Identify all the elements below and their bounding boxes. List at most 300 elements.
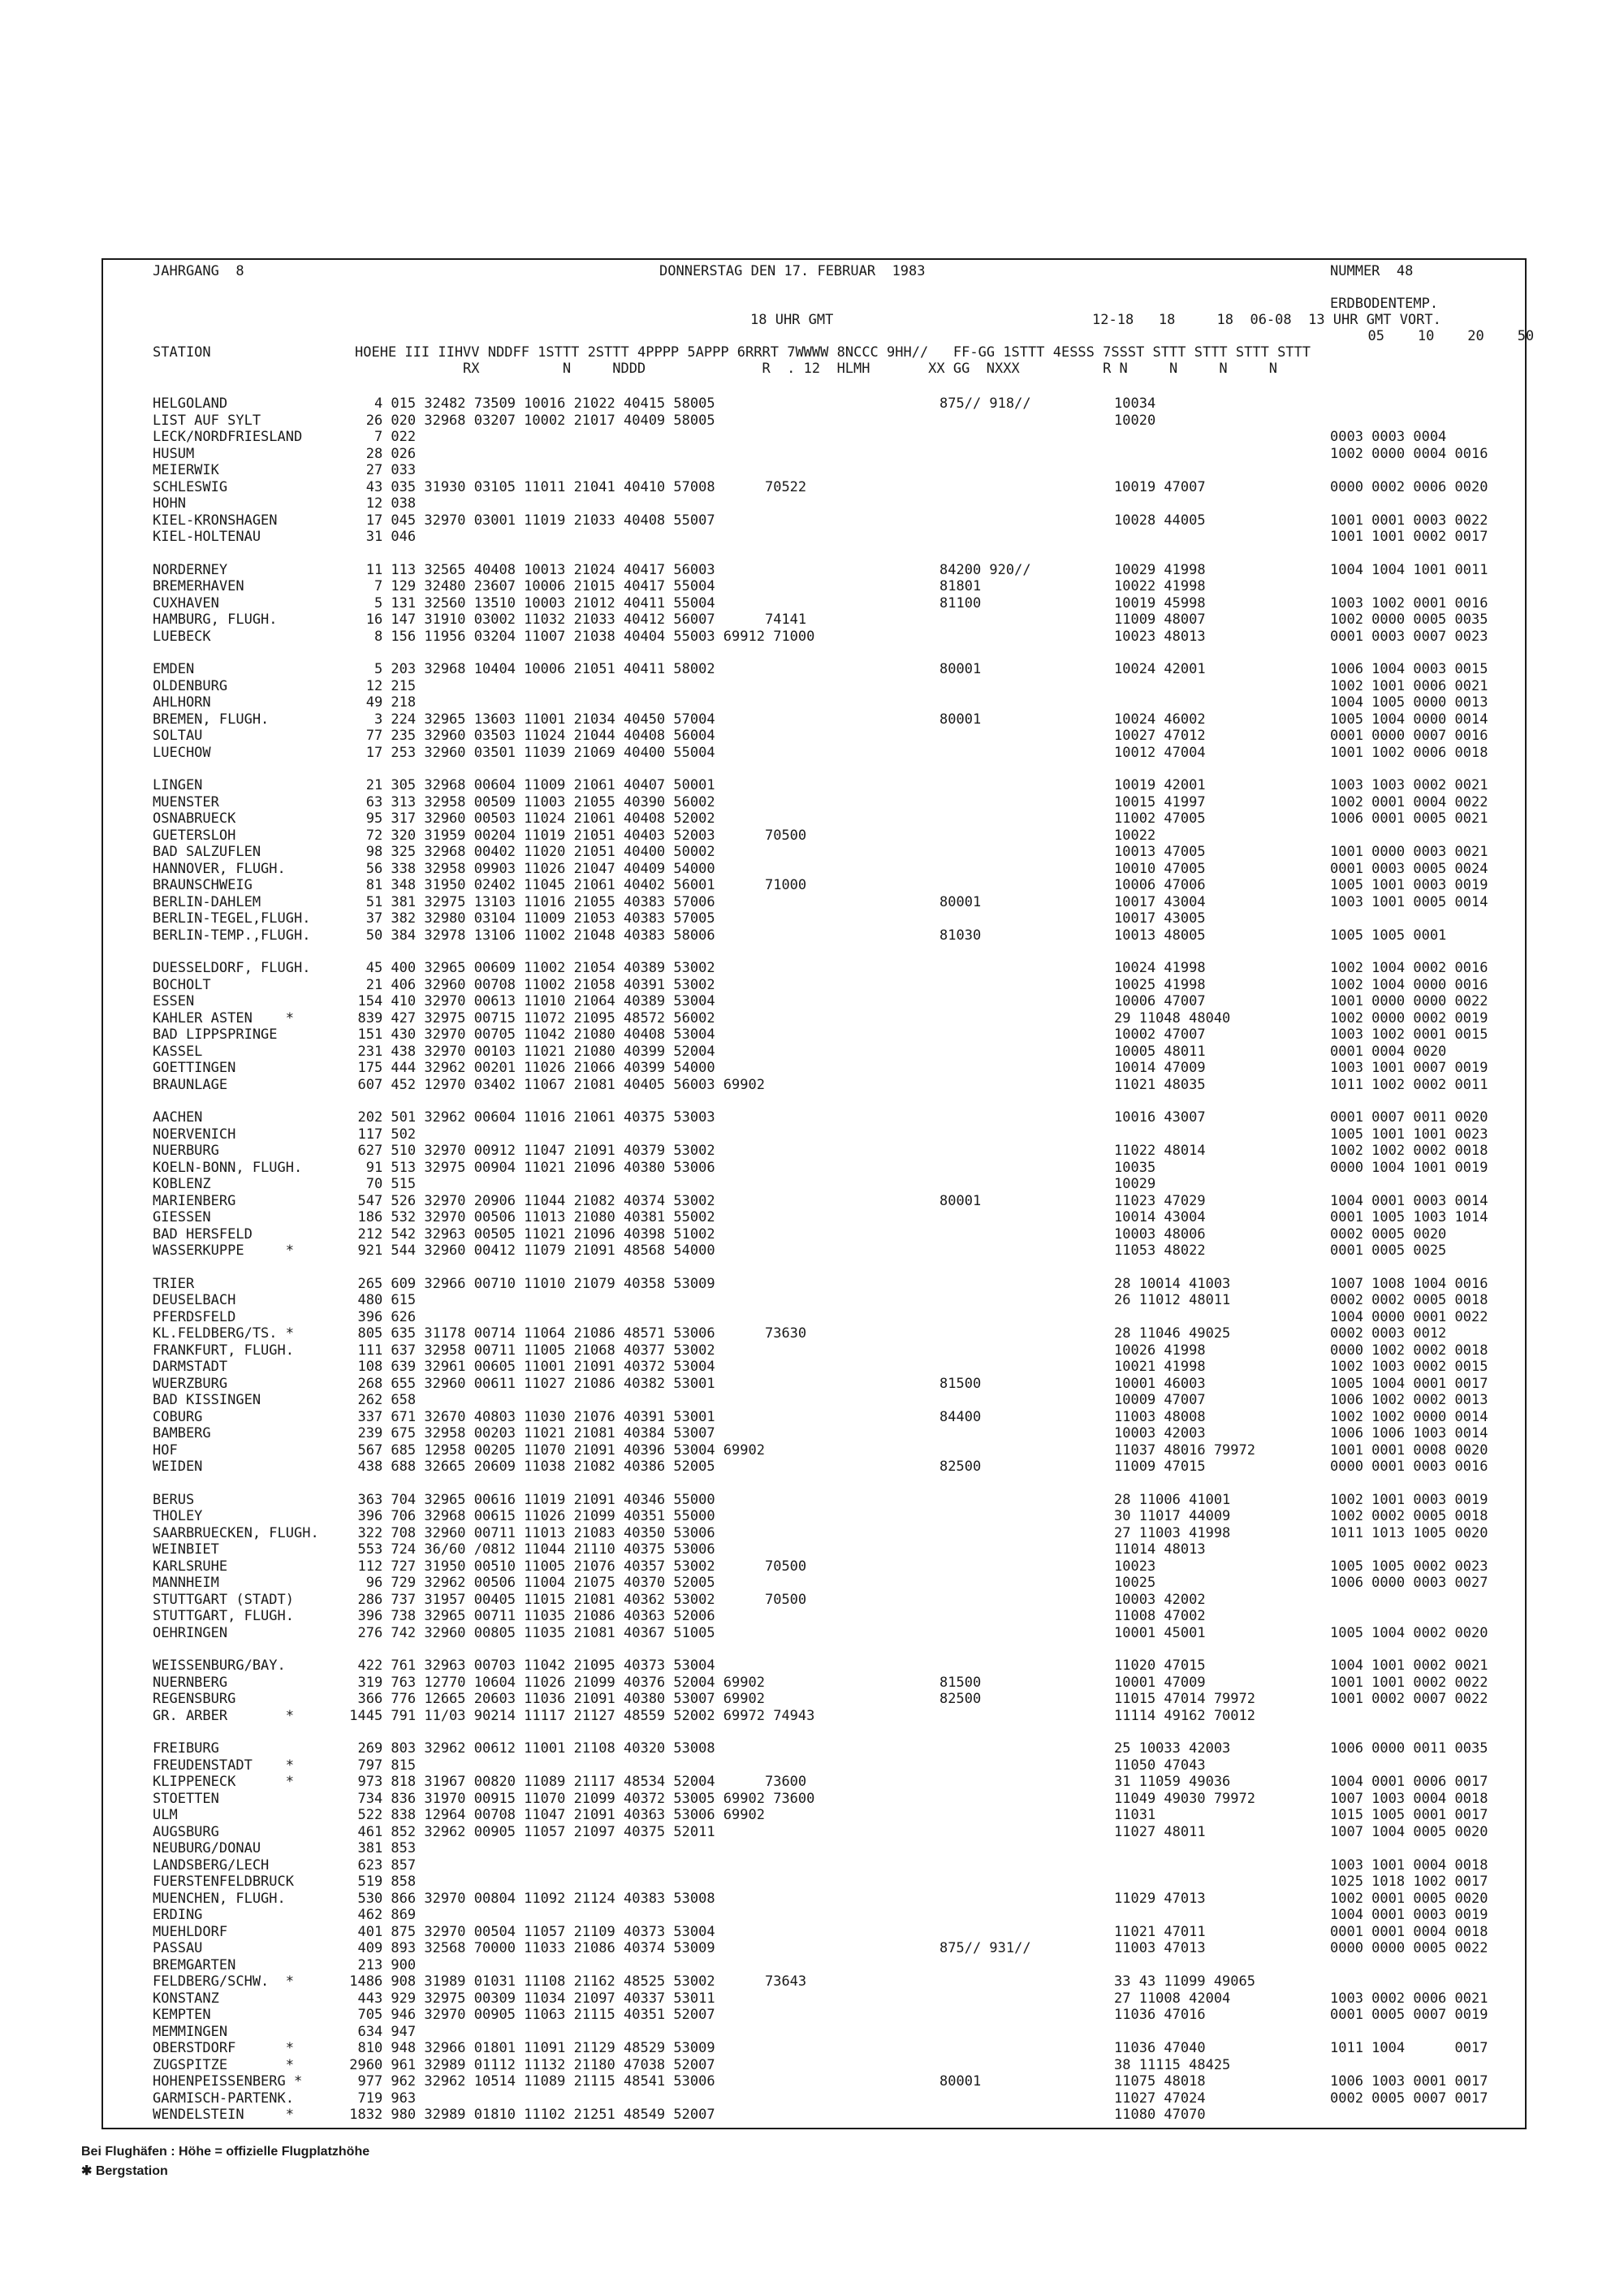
row-68-obs-groups: 322 708 32960 00711 11013 21083 40350 53006 — [341, 1525, 715, 1541]
row-73-station: STUTTGART, FLUGH. — [153, 1608, 294, 1624]
row-59-extra-groups: 81500 — [939, 1376, 982, 1392]
row-67-station: THOLEY — [153, 1508, 203, 1524]
row-26-station: GUETERSLOH — [153, 828, 236, 844]
row-2-soil-temp: 0003 0003 0004 — [1330, 429, 1447, 445]
row-99-soil-temp: 1011 1004 0017 — [1330, 2040, 1488, 2056]
row-74-obs-groups: 276 742 32960 00805 11035 21081 40367 51005 — [341, 1625, 715, 1641]
row-60-soil-temp: 1006 1002 0002 0013 — [1330, 1392, 1488, 1408]
row-54-min-max-groups: 26 11012 48011 — [1114, 1292, 1231, 1308]
row-7-min-max-groups: 10028 44005 — [1114, 512, 1206, 529]
row-98-obs-groups: 634 947 — [341, 2024, 417, 2040]
row-40-min-max-groups: 10014 47009 — [1114, 1060, 1206, 1076]
row-101-station: HOHENPEISSENBERG * — [153, 2073, 303, 2090]
row-26-obs-groups: 72 320 31959 00204 11019 21051 40403 52003 70500 — [341, 828, 807, 844]
row-86-soil-temp: 1007 1004 0005 0020 — [1330, 1824, 1488, 1840]
row-31-obs-groups: 37 382 32980 03104 11009 21053 40383 57005 — [341, 910, 715, 927]
row-21-soil-temp: 1001 1002 0006 0018 — [1330, 745, 1488, 761]
row-38-min-max-groups: 10002 47007 — [1114, 1026, 1206, 1043]
row-34-obs-groups: 45 400 32965 00609 11002 21054 40389 53002 — [341, 960, 715, 976]
row-0-obs-groups: 4 015 32482 73509 10016 21022 40415 58005 — [341, 395, 715, 412]
row-23-obs-groups: 21 305 32968 00604 11009 21061 40407 50001 — [341, 777, 715, 793]
row-44-obs-groups: 117 502 — [341, 1126, 417, 1143]
row-41-station: BRAUNLAGE — [153, 1077, 228, 1093]
row-37-min-max-groups: 29 11048 48040 — [1114, 1010, 1231, 1026]
row-41-soil-temp: 1011 1002 0002 0011 — [1330, 1077, 1488, 1093]
row-59-obs-groups: 268 655 32960 00611 11027 21086 40382 53001 — [341, 1376, 715, 1392]
row-37-obs-groups: 839 427 32975 00715 11072 21095 48572 56002 — [341, 1010, 715, 1026]
row-63-obs-groups: 567 685 12958 00205 11070 21091 40396 53004 69902 — [341, 1442, 765, 1459]
row-102-soil-temp: 0002 0005 0007 0017 — [1330, 2090, 1488, 2107]
row-36-min-max-groups: 10006 47007 — [1114, 993, 1206, 1009]
row-51-obs-groups: 921 544 32960 00412 11079 21091 48568 54000 — [341, 1243, 715, 1259]
row-102-obs-groups: 719 963 — [341, 2090, 417, 2107]
row-34-station: DUESSELDORF, FLUGH. — [153, 960, 311, 976]
row-92-station: MUEHLDORF — [153, 1924, 228, 1940]
soil-temp-heading: ERDBODENTEMP. — [1330, 296, 1439, 312]
row-78-extra-groups: 82500 — [939, 1691, 982, 1707]
row-43-obs-groups: 202 501 32962 00604 11016 21061 40375 53003 — [341, 1109, 715, 1126]
row-20-obs-groups: 77 235 32960 03503 11024 21044 40408 56004 — [341, 728, 715, 744]
row-19-soil-temp: 1005 1004 0000 0014 — [1330, 711, 1488, 728]
row-87-station: NEUBURG/DONAU — [153, 1840, 261, 1856]
row-83-soil-temp: 1004 0001 0006 0017 — [1330, 1774, 1488, 1790]
station-heading: STATION — [153, 344, 211, 361]
row-32-extra-groups: 81030 — [939, 927, 982, 944]
row-25-station: OSNABRUECK — [153, 810, 236, 827]
row-27-soil-temp: 1001 0000 0003 0021 — [1330, 844, 1488, 860]
row-41-obs-groups: 607 452 12970 03402 11067 21081 40405 56003 69902 — [341, 1077, 765, 1093]
row-46-obs-groups: 91 513 32975 00904 11021 21096 40380 53006 — [341, 1160, 715, 1176]
row-25-min-max-groups: 11002 47005 — [1114, 810, 1206, 827]
row-46-station: KOELN-BONN, FLUGH. — [153, 1160, 303, 1176]
row-68-soil-temp: 1011 1013 1005 0020 — [1330, 1525, 1488, 1541]
row-6-station: HOHN — [153, 495, 186, 512]
row-44-station: NOERVENICH — [153, 1126, 236, 1143]
row-43-station: AACHEN — [153, 1109, 203, 1126]
row-92-soil-temp: 0001 0001 0004 0018 — [1330, 1924, 1488, 1940]
row-86-obs-groups: 461 852 32962 00905 11057 21097 40375 52011 — [341, 1824, 715, 1840]
row-17-obs-groups: 12 215 — [341, 678, 417, 694]
soil-depth-heading: 05 10 20 50 — [1351, 328, 1535, 344]
row-82-station: FREUDENSTADT * — [153, 1757, 294, 1774]
row-4-obs-groups: 27 033 — [341, 462, 417, 478]
row-12-obs-groups: 5 131 32560 13510 10003 21012 40411 55004 — [341, 595, 715, 612]
row-50-station: BAD HERSFELD — [153, 1226, 253, 1243]
row-53-station: TRIER — [153, 1276, 195, 1292]
row-91-station: ERDING — [153, 1907, 203, 1923]
row-30-obs-groups: 51 381 32975 13103 11016 21055 40383 57006 — [341, 894, 715, 910]
row-38-station: BAD LIPPSPRINGE — [153, 1026, 278, 1043]
row-16-extra-groups: 80001 — [939, 661, 982, 677]
row-71-station: MANNHEIM — [153, 1575, 219, 1591]
row-24-soil-temp: 1002 0001 0004 0022 — [1330, 794, 1488, 810]
row-20-soil-temp: 0001 0000 0007 0016 — [1330, 728, 1488, 744]
row-77-obs-groups: 319 763 12770 10604 11026 21099 40376 52004 69902 — [341, 1675, 765, 1691]
row-76-min-max-groups: 11020 47015 — [1114, 1658, 1206, 1674]
column-heading-row-1: 12-18 18 18 06-08 13 UHR GMT VORT. — [1092, 312, 1441, 328]
footnote-mountain-station: ✱ Bergstation — [81, 2164, 168, 2178]
row-35-station: BOCHOLT — [153, 977, 211, 993]
row-34-soil-temp: 1002 1004 0002 0016 — [1330, 960, 1488, 976]
row-68-station: SAARBRUECKEN, FLUGH. — [153, 1525, 319, 1541]
row-62-station: BAMBERG — [153, 1425, 211, 1441]
row-97-obs-groups: 705 946 32970 00905 11063 21115 40351 52007 — [341, 2007, 715, 2023]
row-44-soil-temp: 1005 1001 1001 0023 — [1330, 1126, 1488, 1143]
row-19-extra-groups: 80001 — [939, 711, 982, 728]
row-56-obs-groups: 805 635 31178 00714 11064 21086 48571 53006 73630 — [341, 1325, 807, 1342]
row-101-soil-temp: 1006 1003 0001 0017 — [1330, 2073, 1488, 2090]
row-61-station: COBURG — [153, 1409, 203, 1425]
row-70-min-max-groups: 10023 — [1114, 1558, 1156, 1575]
row-62-soil-temp: 1006 1006 1003 0014 — [1330, 1425, 1488, 1441]
row-77-min-max-groups: 10001 47009 — [1114, 1675, 1206, 1691]
row-88-soil-temp: 1003 1001 0004 0018 — [1330, 1857, 1488, 1874]
row-97-station: KEMPTEN — [153, 2007, 211, 2023]
row-50-soil-temp: 0002 0005 0020 — [1330, 1226, 1447, 1243]
row-55-obs-groups: 396 626 — [341, 1309, 417, 1325]
row-38-soil-temp: 1003 1002 0001 0015 — [1330, 1026, 1488, 1043]
row-2-obs-groups: 7 022 — [341, 429, 417, 445]
row-45-min-max-groups: 11022 48014 — [1114, 1143, 1206, 1159]
row-40-soil-temp: 1003 1001 0007 0019 — [1330, 1060, 1488, 1076]
row-32-soil-temp: 1005 1005 0001 — [1330, 927, 1447, 944]
row-34-min-max-groups: 10024 41998 — [1114, 960, 1206, 976]
row-25-soil-temp: 1006 0001 0005 0021 — [1330, 810, 1488, 827]
row-74-soil-temp: 1005 1004 0002 0020 — [1330, 1625, 1488, 1641]
row-66-min-max-groups: 28 11006 41001 — [1114, 1492, 1231, 1508]
row-85-soil-temp: 1015 1005 0001 0017 — [1330, 1807, 1488, 1823]
row-45-station: NUERBURG — [153, 1143, 219, 1159]
row-93-obs-groups: 409 893 32568 70000 11033 21086 40374 53009 — [341, 1940, 715, 1956]
row-23-station: LINGEN — [153, 777, 203, 793]
row-14-min-max-groups: 10023 48013 — [1114, 629, 1206, 645]
row-49-min-max-groups: 10014 43004 — [1114, 1209, 1206, 1225]
row-84-obs-groups: 734 836 31970 00915 11070 21099 40372 53005 69902 73600 — [341, 1791, 815, 1807]
row-16-min-max-groups: 10024 42001 — [1114, 661, 1206, 677]
row-50-min-max-groups: 10003 48006 — [1114, 1226, 1206, 1243]
row-57-soil-temp: 0000 1002 0002 0018 — [1330, 1342, 1488, 1359]
table-frame — [102, 258, 1527, 2129]
row-77-soil-temp: 1001 1001 0002 0022 — [1330, 1675, 1488, 1691]
row-27-obs-groups: 98 325 32968 00402 11020 21051 40400 50002 — [341, 844, 715, 860]
row-81-soil-temp: 1006 0000 0011 0035 — [1330, 1740, 1488, 1757]
footnote-airport-height: Bei Flughäfen : Höhe = offizielle Flugplatzhöhe — [81, 2145, 370, 2159]
row-38-obs-groups: 151 430 32970 00705 11042 21080 40408 53004 — [341, 1026, 715, 1043]
row-93-extra-groups: 875// 931// — [939, 1940, 1031, 1956]
row-39-station: KASSEL — [153, 1044, 203, 1060]
row-24-station: MUENSTER — [153, 794, 219, 810]
row-96-min-max-groups: 27 11008 42004 — [1114, 1990, 1231, 2007]
row-6-obs-groups: 12 038 — [341, 495, 417, 512]
row-18-station: AHLHORN — [153, 694, 211, 711]
row-8-soil-temp: 1001 1001 0002 0017 — [1330, 529, 1488, 545]
row-12-station: CUXHAVEN — [153, 595, 219, 612]
row-103-min-max-groups: 11080 47070 — [1114, 2107, 1206, 2123]
row-10-min-max-groups: 10029 41998 — [1114, 562, 1206, 578]
row-79-min-max-groups: 11114 49162 70012 — [1114, 1708, 1255, 1724]
row-62-obs-groups: 239 675 32958 00203 11021 21081 40384 53007 — [341, 1425, 715, 1441]
row-48-extra-groups: 80001 — [939, 1193, 982, 1209]
row-47-min-max-groups: 10029 — [1114, 1176, 1156, 1192]
row-36-obs-groups: 154 410 32970 00613 11010 21064 40389 53004 — [341, 993, 715, 1009]
row-68-min-max-groups: 27 11003 41998 — [1114, 1525, 1231, 1541]
row-79-obs-groups: 1445 791 11/03 90214 11117 21127 48559 52002 69972 74943 — [341, 1708, 815, 1724]
row-99-station: OBERSTDORF * — [153, 2040, 294, 2056]
row-53-min-max-groups: 28 10014 41003 — [1114, 1276, 1231, 1292]
row-83-obs-groups: 973 818 31967 00820 11089 21117 48534 52004 73600 — [341, 1774, 807, 1790]
row-23-min-max-groups: 10019 42001 — [1114, 777, 1206, 793]
row-62-min-max-groups: 10003 42003 — [1114, 1425, 1206, 1441]
row-72-obs-groups: 286 737 31957 00405 11015 21081 40362 53002 70500 — [341, 1592, 807, 1608]
row-94-station: BREMGARTEN — [153, 1957, 236, 1973]
row-8-obs-groups: 31 046 — [341, 529, 417, 545]
row-83-min-max-groups: 31 11059 49036 — [1114, 1774, 1231, 1790]
row-16-soil-temp: 1006 1004 0003 0015 — [1330, 661, 1488, 677]
row-28-soil-temp: 0001 0003 0005 0024 — [1330, 861, 1488, 877]
row-35-min-max-groups: 10025 41998 — [1114, 977, 1206, 993]
row-76-soil-temp: 1004 1001 0002 0021 — [1330, 1658, 1488, 1674]
row-3-station: HUSUM — [153, 446, 195, 462]
row-58-soil-temp: 1002 1003 0002 0015 — [1330, 1359, 1488, 1375]
row-0-min-max-groups: 10034 — [1114, 395, 1156, 412]
row-1-obs-groups: 26 020 32968 03207 10002 21017 40409 58005 — [341, 413, 715, 429]
row-2-station: LECK/NORDFRIESLAND — [153, 429, 303, 445]
row-81-min-max-groups: 25 10033 42003 — [1114, 1740, 1231, 1757]
row-61-min-max-groups: 11003 48008 — [1114, 1409, 1206, 1425]
row-8-station: KIEL-HOLTENAU — [153, 529, 261, 545]
row-5-min-max-groups: 10019 47007 — [1114, 479, 1206, 495]
row-5-station: SCHLESWIG — [153, 479, 228, 495]
row-73-min-max-groups: 11008 47002 — [1114, 1608, 1206, 1624]
row-29-soil-temp: 1005 1001 0003 0019 — [1330, 877, 1488, 893]
row-63-min-max-groups: 11037 48016 79972 — [1114, 1442, 1255, 1459]
row-60-obs-groups: 262 658 — [341, 1392, 417, 1408]
row-96-station: KONSTANZ — [153, 1990, 219, 2007]
row-54-obs-groups: 480 615 — [341, 1292, 417, 1308]
row-99-obs-groups: 810 948 32966 01801 11091 21129 48529 53009 — [341, 2040, 715, 2056]
row-24-min-max-groups: 10015 41997 — [1114, 794, 1206, 810]
row-35-soil-temp: 1002 1004 0000 0016 — [1330, 977, 1488, 993]
row-64-soil-temp: 0000 0001 0003 0016 — [1330, 1459, 1488, 1475]
row-64-min-max-groups: 11009 47015 — [1114, 1459, 1206, 1475]
row-96-obs-groups: 443 929 32975 00309 11034 21097 40337 53011 — [341, 1990, 715, 2007]
row-100-obs-groups: 2960 961 32989 01112 11132 21180 47038 52007 — [341, 2057, 715, 2073]
row-26-min-max-groups: 10022 — [1114, 828, 1156, 844]
row-77-extra-groups: 81500 — [939, 1675, 982, 1691]
row-57-station: FRANKFURT, FLUGH. — [153, 1342, 294, 1359]
column-heading-row-2: HOEHE III IIHVV NDDFF 1STTT 2STTT 4PPPP 5APPP 6RRRT 7WWWW 8NCCC 9HH// FF-GG 1STTT 4ESSS 7SSST STTT STTT STTT STTT — [355, 344, 1311, 361]
row-48-soil-temp: 1004 0001 0003 0014 — [1330, 1193, 1488, 1209]
row-101-min-max-groups: 11075 48018 — [1114, 2073, 1206, 2090]
row-97-min-max-groups: 11036 47016 — [1114, 2007, 1206, 2023]
row-81-station: FREIBURG — [153, 1740, 219, 1757]
row-59-soil-temp: 1005 1004 0001 0017 — [1330, 1376, 1488, 1392]
issue-number: NUMMER 48 — [1330, 263, 1414, 279]
row-14-obs-groups: 8 156 11956 03204 11007 21038 40404 55003 69912 71000 — [341, 629, 815, 645]
row-96-soil-temp: 1003 0002 0006 0021 — [1330, 1990, 1488, 2007]
row-88-obs-groups: 623 857 — [341, 1857, 417, 1874]
row-97-soil-temp: 0001 0005 0007 0019 — [1330, 2007, 1488, 2023]
row-70-obs-groups: 112 727 31950 00510 11005 21076 40357 53002 70500 — [341, 1558, 807, 1575]
row-99-min-max-groups: 11036 47040 — [1114, 2040, 1206, 2056]
row-60-station: BAD KISSINGEN — [153, 1392, 261, 1408]
row-10-extra-groups: 84200 920// — [939, 562, 1031, 578]
row-7-obs-groups: 17 045 32970 03001 11019 21033 40408 55007 — [341, 512, 715, 529]
row-23-soil-temp: 1003 1003 0002 0021 — [1330, 777, 1488, 793]
row-21-min-max-groups: 10012 47004 — [1114, 745, 1206, 761]
row-55-station: PFERDSFELD — [153, 1309, 236, 1325]
row-56-station: KL.FELDBERG/TS. * — [153, 1325, 294, 1342]
row-86-station: AUGSBURG — [153, 1824, 219, 1840]
row-69-min-max-groups: 11014 48013 — [1114, 1541, 1206, 1558]
row-78-min-max-groups: 11015 47014 79972 — [1114, 1691, 1255, 1707]
row-78-station: REGENSBURG — [153, 1691, 236, 1707]
row-67-soil-temp: 1002 0002 0005 0018 — [1330, 1508, 1488, 1524]
volume-label: JAHRGANG 8 — [153, 263, 244, 279]
row-29-min-max-groups: 10006 47006 — [1114, 877, 1206, 893]
row-13-min-max-groups: 11009 48007 — [1114, 612, 1206, 628]
row-28-station: HANNOVER, FLUGH. — [153, 861, 286, 877]
row-11-extra-groups: 81801 — [939, 578, 982, 594]
row-93-soil-temp: 0000 0000 0005 0022 — [1330, 1940, 1488, 1956]
row-95-min-max-groups: 33 43 11099 49065 — [1114, 1973, 1255, 1990]
row-35-obs-groups: 21 406 32960 00708 11002 21058 40391 53002 — [341, 977, 715, 993]
row-103-station: WENDELSTEIN * — [153, 2107, 294, 2123]
row-90-min-max-groups: 11029 47013 — [1114, 1891, 1206, 1907]
row-45-soil-temp: 1002 1002 0002 0018 — [1330, 1143, 1488, 1159]
row-29-obs-groups: 81 348 31950 02402 11045 21061 40402 56001 71000 — [341, 877, 807, 893]
row-45-obs-groups: 627 510 32970 00912 11047 21091 40379 53002 — [341, 1143, 715, 1159]
row-37-soil-temp: 1002 0000 0002 0019 — [1330, 1010, 1488, 1026]
row-93-station: PASSAU — [153, 1940, 203, 1956]
row-39-obs-groups: 231 438 32970 00103 11021 21080 40399 52004 — [341, 1044, 715, 1060]
row-88-station: LANDSBERG/LECH — [153, 1857, 270, 1874]
row-89-station: FUERSTENFELDBRUCK — [153, 1874, 294, 1890]
row-17-soil-temp: 1002 1001 0006 0021 — [1330, 678, 1488, 694]
row-24-obs-groups: 63 313 32958 00509 11003 21055 40390 56002 — [341, 794, 715, 810]
row-51-soil-temp: 0001 0005 0025 — [1330, 1243, 1447, 1259]
row-30-station: BERLIN-DAHLEM — [153, 894, 261, 910]
row-40-obs-groups: 175 444 32962 00201 11026 21066 40399 54000 — [341, 1060, 715, 1076]
row-86-min-max-groups: 11027 48011 — [1114, 1824, 1206, 1840]
row-25-obs-groups: 95 317 32960 00503 11024 21061 40408 52002 — [341, 810, 715, 827]
date-line: DONNERSTAG DEN 17. FEBRUAR 1983 — [659, 263, 926, 279]
row-7-station: KIEL-KRONSHAGEN — [153, 512, 278, 529]
row-13-obs-groups: 16 147 31910 03002 11032 21033 40412 56007 74141 — [341, 612, 807, 628]
row-101-obs-groups: 977 962 32962 10514 11089 21115 48541 53006 — [341, 2073, 715, 2090]
row-1-station: LIST AUF SYLT — [153, 413, 261, 429]
row-49-station: GIESSEN — [153, 1209, 211, 1225]
row-43-min-max-groups: 10016 43007 — [1114, 1109, 1206, 1126]
row-92-min-max-groups: 11021 47011 — [1114, 1924, 1206, 1940]
row-83-station: KLIPPENECK * — [153, 1774, 294, 1790]
row-13-station: HAMBURG, FLUGH. — [153, 612, 278, 628]
row-56-soil-temp: 0002 0003 0012 — [1330, 1325, 1447, 1342]
row-27-min-max-groups: 10013 47005 — [1114, 844, 1206, 860]
row-0-extra-groups: 875// 918// — [939, 395, 1031, 412]
row-48-station: MARIENBERG — [153, 1193, 236, 1209]
row-53-soil-temp: 1007 1008 1004 0016 — [1330, 1276, 1488, 1292]
row-54-station: DEUSELBACH — [153, 1292, 236, 1308]
row-41-min-max-groups: 11021 48035 — [1114, 1077, 1206, 1093]
row-29-station: BRAUNSCHWEIG — [153, 877, 253, 893]
row-85-obs-groups: 522 838 12964 00708 11047 21091 40363 53006 69902 — [341, 1807, 765, 1823]
row-3-obs-groups: 28 026 — [341, 446, 417, 462]
row-37-station: KAHLER ASTEN * — [153, 1010, 294, 1026]
row-47-station: KOBLENZ — [153, 1176, 211, 1192]
row-90-station: MUENCHEN, FLUGH. — [153, 1891, 286, 1907]
row-10-station: NORDERNEY — [153, 562, 228, 578]
row-30-soil-temp: 1003 1001 0005 0014 — [1330, 894, 1488, 910]
row-13-soil-temp: 1002 0000 0005 0035 — [1330, 612, 1488, 628]
row-28-obs-groups: 56 338 32958 09903 11026 21047 40409 54000 — [341, 861, 715, 877]
row-18-obs-groups: 49 218 — [341, 694, 417, 711]
row-21-obs-groups: 17 253 32960 03501 11039 21069 40400 55004 — [341, 745, 715, 761]
row-39-min-max-groups: 10005 48011 — [1114, 1044, 1206, 1060]
row-63-station: HOF — [153, 1442, 178, 1459]
row-31-station: BERLIN-TEGEL,FLUGH. — [153, 910, 311, 927]
row-82-min-max-groups: 11050 47043 — [1114, 1757, 1206, 1774]
row-1-min-max-groups: 10020 — [1114, 413, 1156, 429]
row-46-soil-temp: 0000 1004 1001 0019 — [1330, 1160, 1488, 1176]
row-101-extra-groups: 80001 — [939, 2073, 982, 2090]
row-91-obs-groups: 462 869 — [341, 1907, 417, 1923]
row-32-obs-groups: 50 384 32978 13106 11002 21048 40383 58006 — [341, 927, 715, 944]
row-72-min-max-groups: 10003 42002 — [1114, 1592, 1206, 1608]
row-73-obs-groups: 396 738 32965 00711 11035 21086 40363 52006 — [341, 1608, 715, 1624]
row-61-obs-groups: 337 671 32670 40803 11030 21076 40391 53001 — [341, 1409, 715, 1425]
row-92-obs-groups: 401 875 32970 00504 11057 21109 40373 53004 — [341, 1924, 715, 1940]
row-3-soil-temp: 1002 0000 0004 0016 — [1330, 446, 1488, 462]
row-11-station: BREMERHAVEN — [153, 578, 244, 594]
row-64-station: WEIDEN — [153, 1459, 203, 1475]
row-76-station: WEISSENBURG/BAY. — [153, 1658, 286, 1674]
row-67-obs-groups: 396 706 32968 00615 11026 21099 40351 55000 — [341, 1508, 715, 1524]
row-79-station: GR. ARBER * — [153, 1708, 294, 1724]
row-82-obs-groups: 797 815 — [341, 1757, 417, 1774]
column-heading-row-3: RX N NDDD R . 12 HLMH XX GG NXXX R N N N N — [463, 361, 1278, 377]
row-36-soil-temp: 1001 0000 0000 0022 — [1330, 993, 1488, 1009]
row-12-min-max-groups: 10019 45998 — [1114, 595, 1206, 612]
row-59-station: WUERZBURG — [153, 1376, 228, 1392]
row-11-obs-groups: 7 129 32480 23607 10006 21015 40417 55004 — [341, 578, 715, 594]
row-12-soil-temp: 1003 1002 0001 0016 — [1330, 595, 1488, 612]
row-70-station: KARLSRUHE — [153, 1558, 228, 1575]
row-51-station: WASSERKUPPE * — [153, 1243, 294, 1259]
row-93-min-max-groups: 11003 47013 — [1114, 1940, 1206, 1956]
row-43-soil-temp: 0001 0007 0011 0020 — [1330, 1109, 1488, 1126]
row-20-min-max-groups: 10027 47012 — [1114, 728, 1206, 744]
row-71-obs-groups: 96 729 32962 00506 11004 21075 40370 52005 — [341, 1575, 715, 1591]
row-4-station: MEIERWIK — [153, 462, 219, 478]
row-16-station: EMDEN — [153, 661, 195, 677]
row-63-soil-temp: 1001 0001 0008 0020 — [1330, 1442, 1488, 1459]
row-90-obs-groups: 530 866 32970 00804 11092 21124 40383 53008 — [341, 1891, 715, 1907]
row-64-obs-groups: 438 688 32665 20609 11038 21082 40386 52005 — [341, 1459, 715, 1475]
row-78-soil-temp: 1001 0002 0007 0022 — [1330, 1691, 1488, 1707]
row-46-min-max-groups: 10035 — [1114, 1160, 1156, 1176]
row-18-soil-temp: 1004 1005 0000 0013 — [1330, 694, 1488, 711]
row-12-extra-groups: 81100 — [939, 595, 982, 612]
row-90-soil-temp: 1002 0001 0005 0020 — [1330, 1891, 1488, 1907]
row-91-soil-temp: 1004 0001 0003 0019 — [1330, 1907, 1488, 1923]
row-81-obs-groups: 269 803 32962 00612 11001 21108 40320 53008 — [341, 1740, 715, 1757]
row-66-obs-groups: 363 704 32965 00616 11019 21091 40346 55000 — [341, 1492, 715, 1508]
row-19-min-max-groups: 10024 46002 — [1114, 711, 1206, 728]
row-30-min-max-groups: 10017 43004 — [1114, 894, 1206, 910]
row-49-soil-temp: 0001 1005 1003 1014 — [1330, 1209, 1488, 1225]
row-89-obs-groups: 519 858 — [341, 1874, 417, 1890]
